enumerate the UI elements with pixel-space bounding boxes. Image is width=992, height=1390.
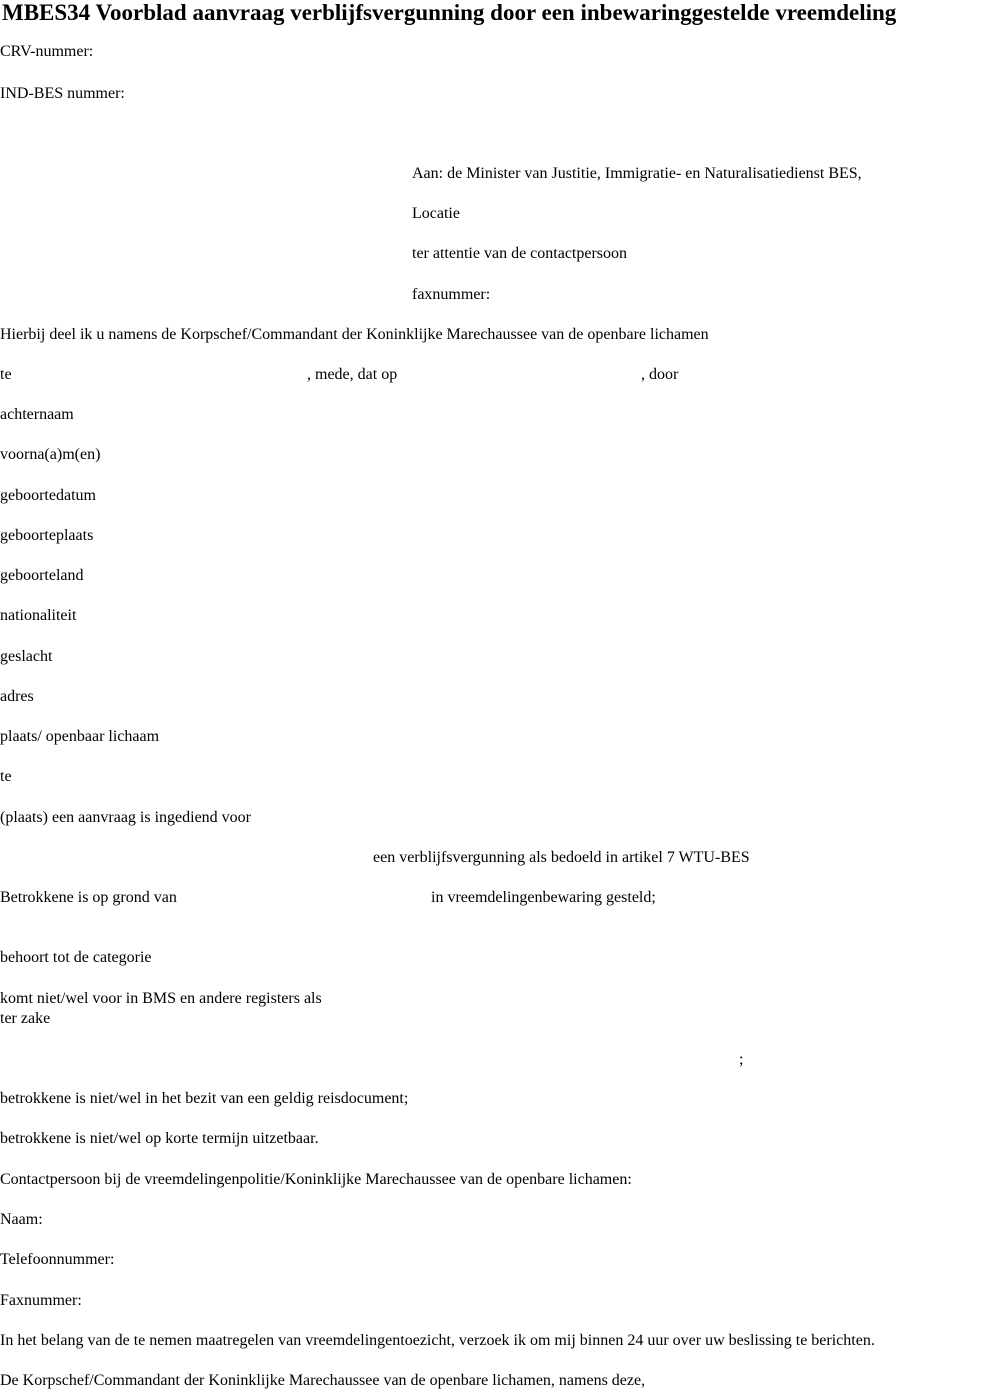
intro-paragraph: Hierbij deel ik u namens de Korpschef/Commandant der Koninklijke Marechaussee van de openbare lichamen xyxy=(0,326,709,343)
contact-naam-label: Naam: xyxy=(0,1211,43,1228)
adres-label: adres xyxy=(0,688,34,705)
uitzetbaar-line: betrokkene is niet/wel op korte termijn uitzetbaar. xyxy=(0,1130,319,1147)
te-field-label: te xyxy=(0,768,12,785)
geboortedatum-label: geboortedatum xyxy=(0,487,96,504)
faxnummer-label: faxnummer: xyxy=(412,286,491,303)
te-label: te xyxy=(0,366,12,383)
contact-telefoon-label: Telefoonnummer: xyxy=(0,1251,115,1268)
reisdocument-line: betrokkene is niet/wel in het bezit van een geldig reisdocument; xyxy=(0,1090,409,1107)
mede-dat-op-label: , mede, dat op xyxy=(307,366,398,383)
plaats-openbaar-lichaam-label: plaats/ openbaar lichaam xyxy=(0,728,160,745)
page-title: MBES34 Voorblad aanvraag verblijfsvergunning door een inbewaringgestelde vreemdeling xyxy=(2,0,897,25)
closing-signature: De Korpschef/Commandant der Koninklijke Marechaussee van de openbare lichamen, namens deze, xyxy=(0,1372,646,1389)
geslacht-label: geslacht xyxy=(0,648,53,665)
achternaam-label: achternaam xyxy=(0,406,74,423)
op-grond-van-label: Betrokkene is op grond van xyxy=(0,889,177,906)
bms-line-2: ter zake xyxy=(0,1010,51,1027)
door-label: , door xyxy=(641,366,679,383)
addressee-line: Aan: de Minister van Justitie, Immigratie- en Naturalisatiedienst BES, xyxy=(412,165,862,182)
voornamen-label: voorna(a)m(en) xyxy=(0,446,101,463)
ind-bes-nummer-label: IND-BES nummer: xyxy=(0,85,125,102)
geboorteplaats-label: geboorteplaats xyxy=(0,527,94,544)
crv-nummer-label: CRV-nummer: xyxy=(0,43,94,60)
verblijfsvergunning-line: een verblijfsvergunning als bedoeld in artikel 7 WTU-BES xyxy=(373,849,750,866)
nationaliteit-label: nationaliteit xyxy=(0,607,77,624)
contact-fax-label: Faxnummer: xyxy=(0,1292,82,1309)
locatie-label: Locatie xyxy=(412,205,460,222)
bms-line-1: komt niet/wel voor in BMS en andere registers als xyxy=(0,990,322,1007)
in-bewaring-label: in vreemdelingenbewaring gesteld; xyxy=(431,889,656,906)
closing-request: In het belang van de te nemen maatregelen van vreemdelingentoezicht, verzoek ik om mij binnen 24 uur over uw beslissing te berichten. xyxy=(0,1332,875,1349)
categorie-label: behoort tot de categorie xyxy=(0,949,152,966)
semicolon-mark: ; xyxy=(739,1051,744,1068)
attention-line: ter attentie van de contactpersoon xyxy=(412,245,628,262)
aanvraag-label: (plaats) een aanvraag is ingediend voor xyxy=(0,809,252,826)
geboorteland-label: geboorteland xyxy=(0,567,84,584)
contact-heading: Contactpersoon bij de vreemdelingenpolitie/Koninklijke Marechaussee van de openbare lichamen: xyxy=(0,1171,632,1188)
